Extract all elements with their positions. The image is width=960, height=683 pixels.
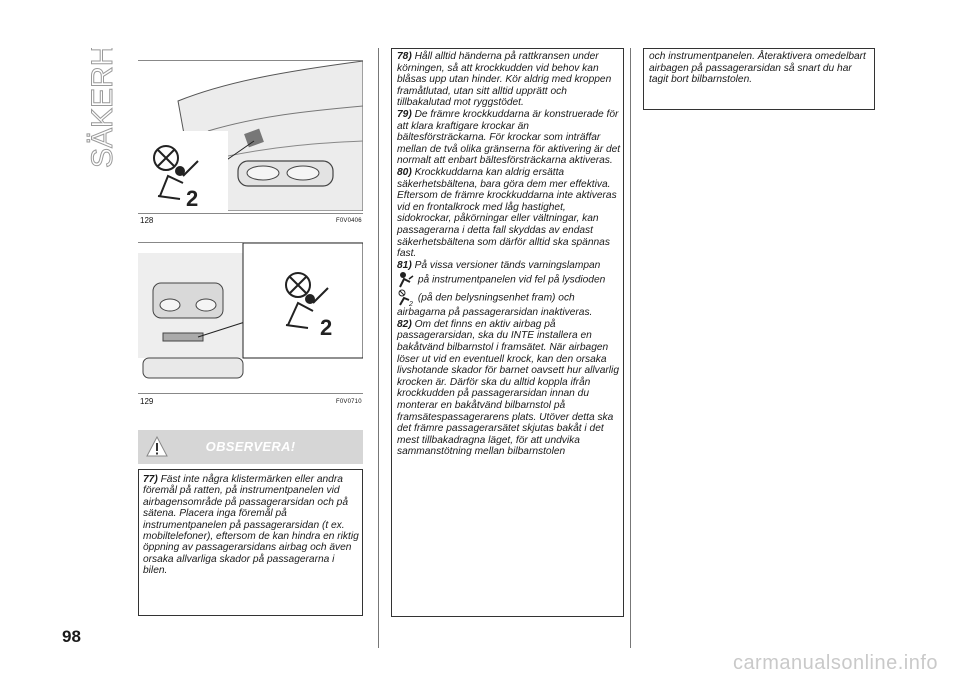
svg-text:2: 2 — [409, 301, 413, 308]
warning-text — [143, 474, 359, 577]
airbag-off-led-icon — [397, 289, 415, 307]
section-title — [60, 48, 130, 168]
notes-box-column-3 — [643, 48, 875, 110]
note-82: 82) Om det finns en aktiv airbag på passagerarsidan, ska du INTE installera en bakåtvänd bilbarnstol i framsätet. När airbagen löser ut vid en eventuell krock, kan den orsaka livshotande skador för barnet oavsett hur allvarlig krocken är. Därför ska du alltid koppla ifrån krockkudden på passagerarsidan innan du monterar en bakåtvänd bilbarnstol på framsätespassagerarens plats. Utöver detta ska det främre passagerarsätet skjutas bakåt i det mest tillbakadragna läget, för att undvika sammanstötning mellan bilbarnstolen — [397, 318, 619, 458]
page-number: 98 — [62, 627, 81, 646]
figure-129-rule — [138, 393, 363, 394]
airbag-warning-lamp-icon — [397, 271, 415, 289]
figure-129-image — [138, 243, 363, 391]
warning-title: OBSERVERA! — [205, 439, 296, 454]
warning-body: Fäst inte några klistermärken eller andra föremål på ratten, på instrumentpanelen vid airbagensområde på passagerarsidan och på sätena. Placera inga föremål på instrumentpanelen på passagerarsidan (t ex. mobiltelefoner), eftersom de kan hindra en riktig öppning av passagerarsidans airbag och även orsaka allvarliga skador på passagerarna i bilen. — [143, 474, 359, 577]
figure-129-code: F0V0710 — [336, 399, 362, 405]
note-80: 80) Krockkuddarna kan aldrig ersätta säkerhetsbältena, bara göra dem mer effektiva. Eftersom de främre krockkuddarna inte aktiveras vid en frontalkrock med låg hastighet, sidokrockar, påkörningar eller vältningar, kan passagerarna i detta fall skyddas av endast säkerhetsbältena som därför alltid ska spännas fast. — [397, 166, 617, 260]
note-78: 78) Håll alltid händerna på rattkransen under körningen, så att krockkudden vid behov kan blåsas upp utan hinder. Kör aldrig med kroppen framåtlutad, utan sitt alltid upprätt och tillbakalutad mot ryggstödet. — [397, 51, 612, 109]
notes-column-2 — [397, 51, 621, 458]
column-divider-1 — [378, 48, 379, 648]
column-divider-2 — [630, 48, 631, 648]
notes-column-3: och instrumentpanelen. Återaktivera omedelbart airbagen på passagerarsidan så snart du har tagit bort bilbarnstolen. — [649, 51, 866, 86]
watermark: carmanualsonline.info — [732, 652, 938, 674]
notes-box-column-2 — [391, 48, 624, 617]
warning-header — [138, 430, 363, 464]
warning-item-number: 77) — [143, 474, 158, 485]
figure-128-caption: 128 — [140, 216, 154, 225]
warning-box — [138, 469, 363, 616]
figure-128-image — [138, 61, 363, 211]
note-81: 81) På vissa versioner tänds varningslampan på instrumentpanelen vid fel på lysdioden 2 (på den belysningsenhet fram) och airbagarna på passagerarsidan inaktiveras. — [397, 259, 606, 319]
figure-129-caption: 129 — [140, 397, 154, 406]
note-79: 79) De främre krockkuddarna är konstruerade för att klara kraftigare krockar än bältesförsträckarna. För krockar som inträffar mellan de två olika gränserna för aktivering är det normalt att enbart bältesförsträckarna aktiveras. — [397, 108, 621, 167]
svg-text:2: 2 — [320, 315, 333, 340]
figure-128-rule — [138, 213, 363, 214]
svg-text:2: 2 — [186, 186, 199, 211]
figure-128-code: F0V0406 — [336, 218, 362, 224]
section-title-text: SÄKERHET — [86, 48, 119, 168]
